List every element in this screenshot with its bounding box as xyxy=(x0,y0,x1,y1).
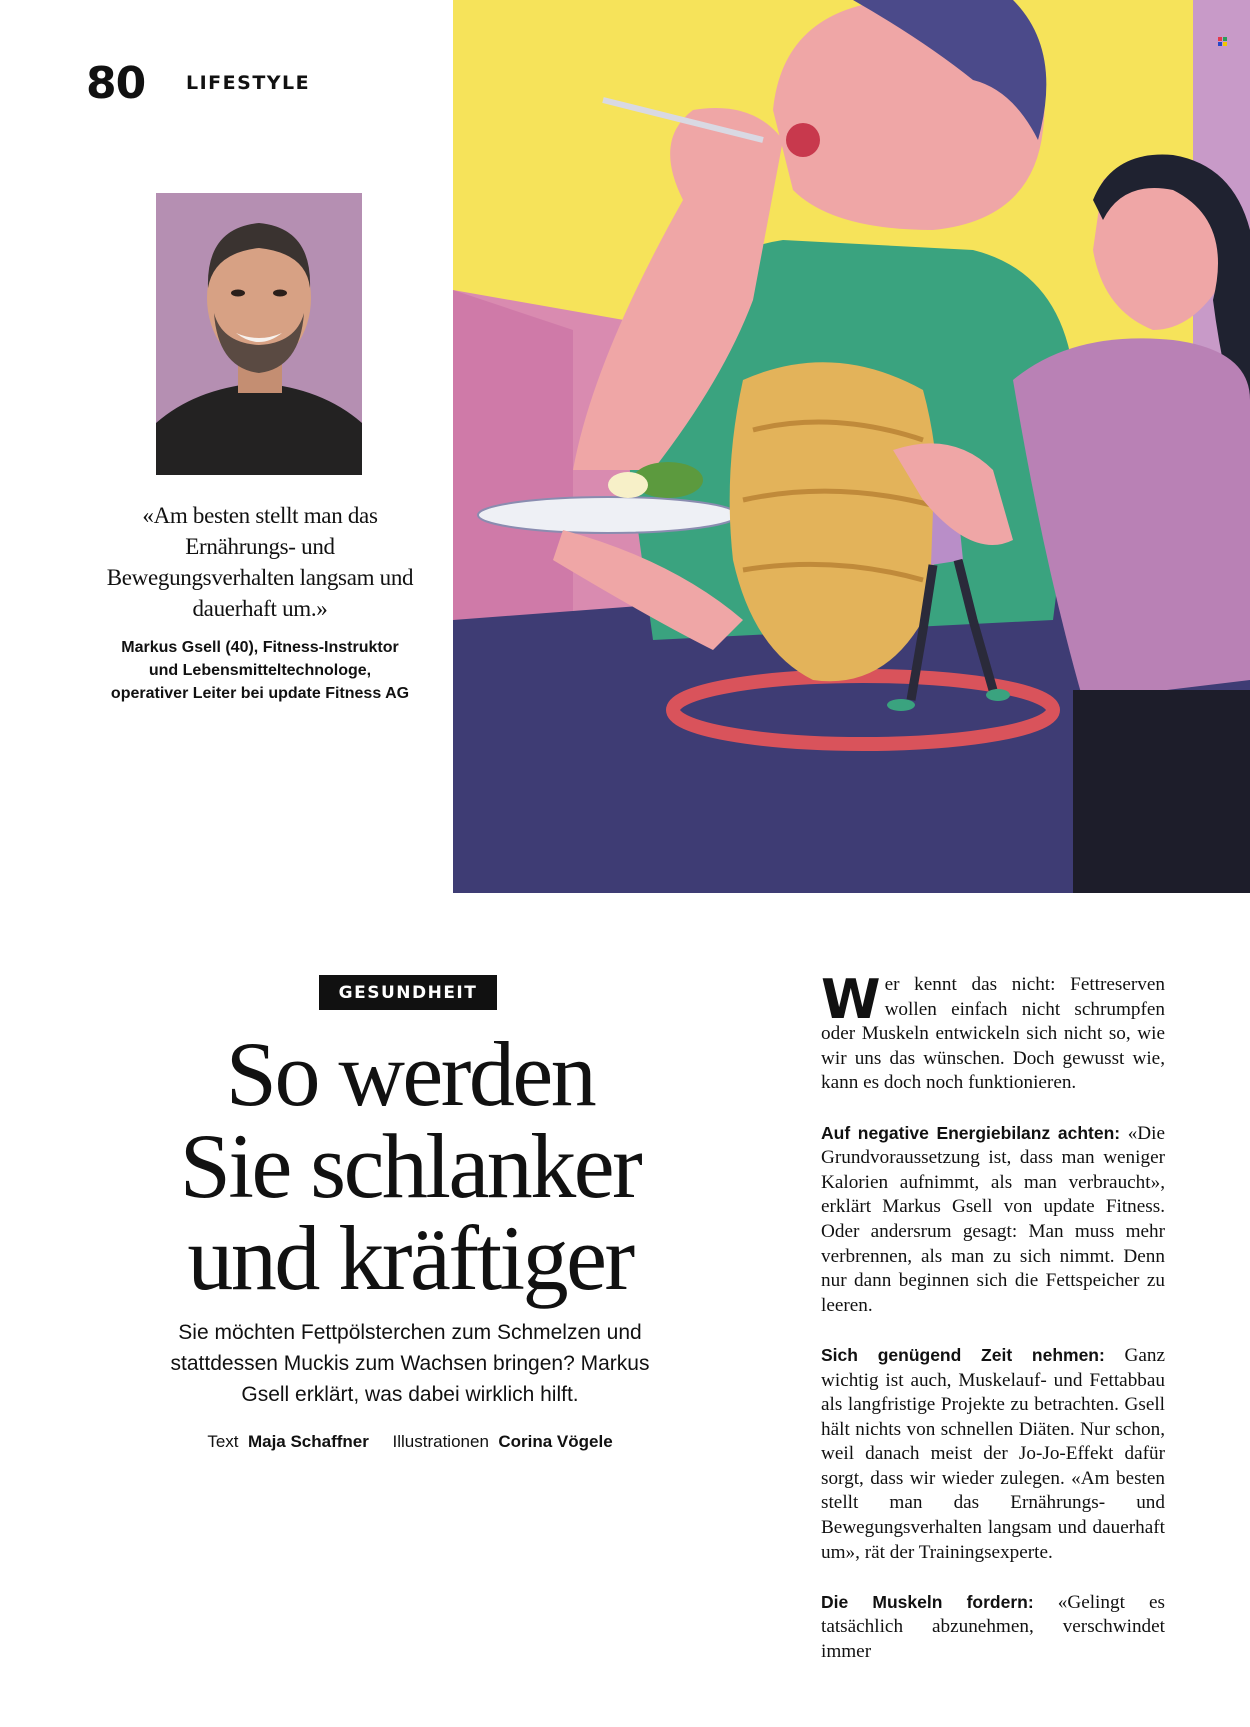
article-illustration xyxy=(453,0,1250,893)
quote-credit-line: operativer Leiter bei update Fitness AG xyxy=(110,685,410,702)
page-number: 80 xyxy=(86,58,146,109)
quote-credit-line: Markus Gsell (40), Fitness-Instruktor xyxy=(121,639,399,656)
paragraph-text: «Die Grundvoraussetzung ist, dass man weniger Kalorien aufnimmt, als man verbraucht», erklärt Markus Gsell von update Fitness. Oder andersrum gesagt: Man muss mehr verbrennen, als man zu sich nimmt. Denn nur dann beginnen sich die Fettspeicher zu leeren. xyxy=(821,1122,1165,1316)
paragraph-heading: Sich genügend Zeit nehmen: xyxy=(821,1344,1105,1365)
print-mark xyxy=(1218,34,1228,52)
body-paragraph xyxy=(821,1343,1165,1565)
portrait-figure xyxy=(156,193,362,475)
body-intro xyxy=(821,968,1165,1096)
article-body xyxy=(821,968,1166,1689)
paragraph-text: Ganz wichtig ist auch, Muskelauf- und Fettabbau als langfristige Projekte zu betrachten. Gsell hält nichts von schnellen Diäten. Nur schon, weil danach meist der Jo-Jo-Effekt dafür sorgt, dass wir wieder zulegen. «Am besten stellt man das Ernährungs- und Bewegungsverhalten langsam und dauerhaft um», rät der Trainingsexperte. xyxy=(821,1344,1166,1563)
quote-credit-line: und Lebensmitteltechnologe, xyxy=(148,662,372,679)
byline-author: Maja Schaffner xyxy=(247,1432,369,1451)
headline-line: So werden xyxy=(225,1023,595,1125)
category-kicker: GESUNDHEIT xyxy=(319,975,497,1010)
article-headline xyxy=(140,1023,680,1309)
paragraph-heading: Die Muskeln fordern: xyxy=(821,1591,1034,1612)
paragraph-text: «Gelingt es tatsächlich abzunehmen, verschwindet immer xyxy=(821,1591,1165,1663)
illustration-scene xyxy=(453,0,1250,893)
byline xyxy=(160,1430,660,1454)
drop-cap: W xyxy=(821,968,879,1031)
byline-illustration-label: Illustrationen xyxy=(392,1432,489,1451)
pull-quote: «Am besten stellt man das Ernährungs- und Bewegungsverhalten langsam und dauerhaft um.» xyxy=(106,503,414,621)
section-label: LIFESTYLE xyxy=(186,72,311,94)
portrait-photo xyxy=(156,193,362,475)
headline-line: Sie schlanker xyxy=(179,1115,641,1217)
intro-text: er kennt das nicht: Fettreserven wollen einfach nicht schrumpfen oder Muskeln entwickeln sich nicht so, wie wir uns das wünschen. Doch gewusst wie, kann es doch noch funktionieren. xyxy=(821,974,1165,1094)
article-lede: Sie möchten Fettpölsterchen zum Schmelzen und stattdessen Muckis zum Wachsen bringen? Markus Gsell erklärt, was dabei wirklich hilft. xyxy=(170,1321,650,1406)
print-mark-shape xyxy=(1218,37,1228,47)
byline-text-label: Text xyxy=(207,1432,239,1451)
body-paragraph xyxy=(821,1590,1165,1665)
body-paragraph xyxy=(821,1121,1165,1319)
quote-credit xyxy=(90,636,430,705)
headline-line: und kräftiger xyxy=(187,1207,633,1309)
paragraph-heading: Auf negative Energiebilanz achten: xyxy=(821,1122,1121,1143)
byline-illustrator: Corina Vögele xyxy=(498,1432,613,1451)
